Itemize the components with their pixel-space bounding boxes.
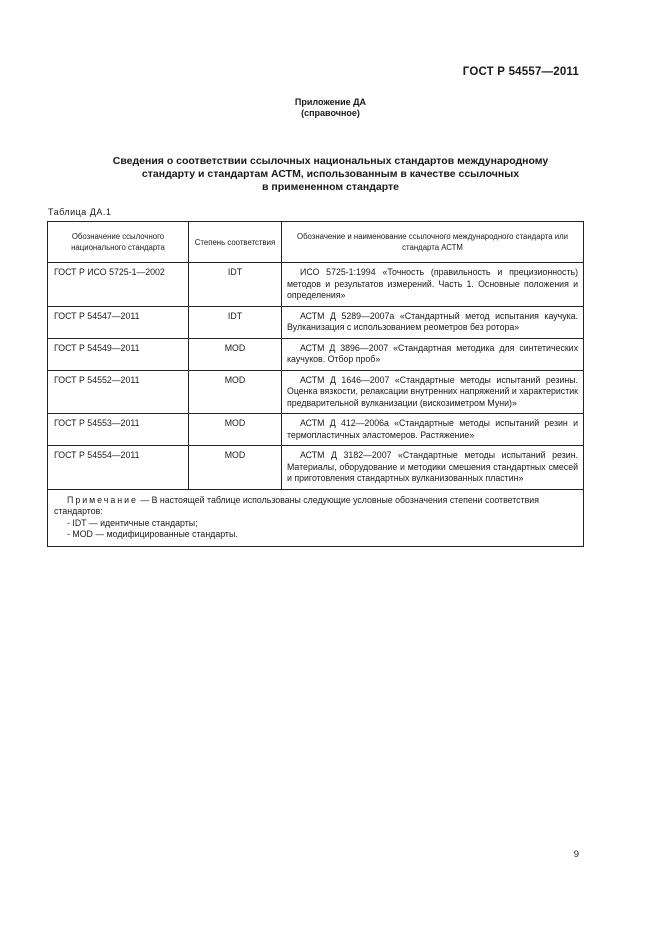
correspondence-table [47, 221, 583, 547]
cell-reference: АСТМ Д 3182—2007 «Стандартные методы испытаний резин. Материалы, оборудование и методики смешения стандартных смесей и приготовления стандартных вулканизованных пластин» [282, 446, 584, 490]
table-note [48, 489, 584, 546]
cell-reference: АСТМ Д 1646—2007 «Стандартные методы испытаний резины. Оценка вязкости, релаксации внутренних напряжений и характеристик предварительной вулканизации (вискозиметром Муни)» [282, 370, 584, 414]
heading-line-1: Сведения о соответствии ссылочных национальных стандартов международному [112, 155, 549, 167]
page-number: 9 [573, 849, 579, 860]
note-item-mod: - MOD — модифицированные стандарты. [67, 529, 238, 539]
note-label: Примечание [67, 494, 138, 505]
heading-line-2: стандарту и стандартам АСТМ, использованным в качестве ссылочных [141, 168, 520, 180]
cell-degree: MOD [189, 446, 282, 490]
section-heading [60, 155, 601, 194]
note-intro [54, 495, 577, 518]
table-row [48, 306, 584, 338]
note-item-idt: - IDT — идентичные стандарты; [67, 517, 198, 528]
cell-reference: ИСО 5725-1:1994 «Точность (правильность и прецизионность) методов и результатов измерений. Часть 1. Основные положения и определения» [282, 263, 584, 307]
cell-national: ГОСТ Р ИСО 5725-1—2002 [48, 263, 189, 307]
cell-degree: MOD [189, 414, 282, 446]
appendix-title: Приложение ДА [294, 97, 367, 107]
heading-line-3: в примененном стандарте [262, 181, 399, 193]
appendix-subtitle: (справочное) [301, 108, 360, 118]
cell-reference: АСТМ Д 412—2006а «Стандартные методы испытаний резин и термопластичных эластомеров. Растяжение» [282, 414, 584, 446]
table-label: Таблица ДА.1 [48, 207, 112, 217]
cell-national: ГОСТ Р 54554—2011 [48, 446, 189, 490]
cell-degree: MOD [189, 370, 282, 414]
appendix-title-block [0, 97, 661, 119]
note-text: — В настоящей таблице использованы следующие условные обозначения степени соответствия стандартов: [54, 494, 539, 516]
table-row [48, 338, 584, 370]
column-header-degree: Степень соответствия [189, 222, 282, 263]
cell-degree: IDT [189, 306, 282, 338]
cell-national: ГОСТ Р 54547—2011 [48, 306, 189, 338]
table-row [48, 446, 584, 490]
cell-degree: MOD [189, 338, 282, 370]
document-code: ГОСТ Р 54557—2011 [462, 66, 579, 78]
cell-reference: АСТМ Д 3896—2007 «Стандартная методика для синтетических каучуков. Отбор проб» [282, 338, 584, 370]
cell-national: ГОСТ Р 54553—2011 [48, 414, 189, 446]
table-row [48, 370, 584, 414]
cell-degree: IDT [189, 263, 282, 307]
column-header-reference: Обозначение и наименование ссылочного международного стандарта или стандарта АСТМ [282, 222, 584, 263]
table-header-row [48, 222, 584, 263]
cell-national: ГОСТ Р 54552—2011 [48, 370, 189, 414]
cell-reference: АСТМ Д 5289—2007а «Стандартный метод испытания каучука. Вулканизация с использованием реометров без ротора» [282, 306, 584, 338]
table-row [48, 263, 584, 307]
table-row [48, 414, 584, 446]
table-note-row [48, 489, 584, 546]
cell-national: ГОСТ Р 54549—2011 [48, 338, 189, 370]
column-header-national: Обозначение ссылочного национального стандарта [48, 222, 189, 263]
